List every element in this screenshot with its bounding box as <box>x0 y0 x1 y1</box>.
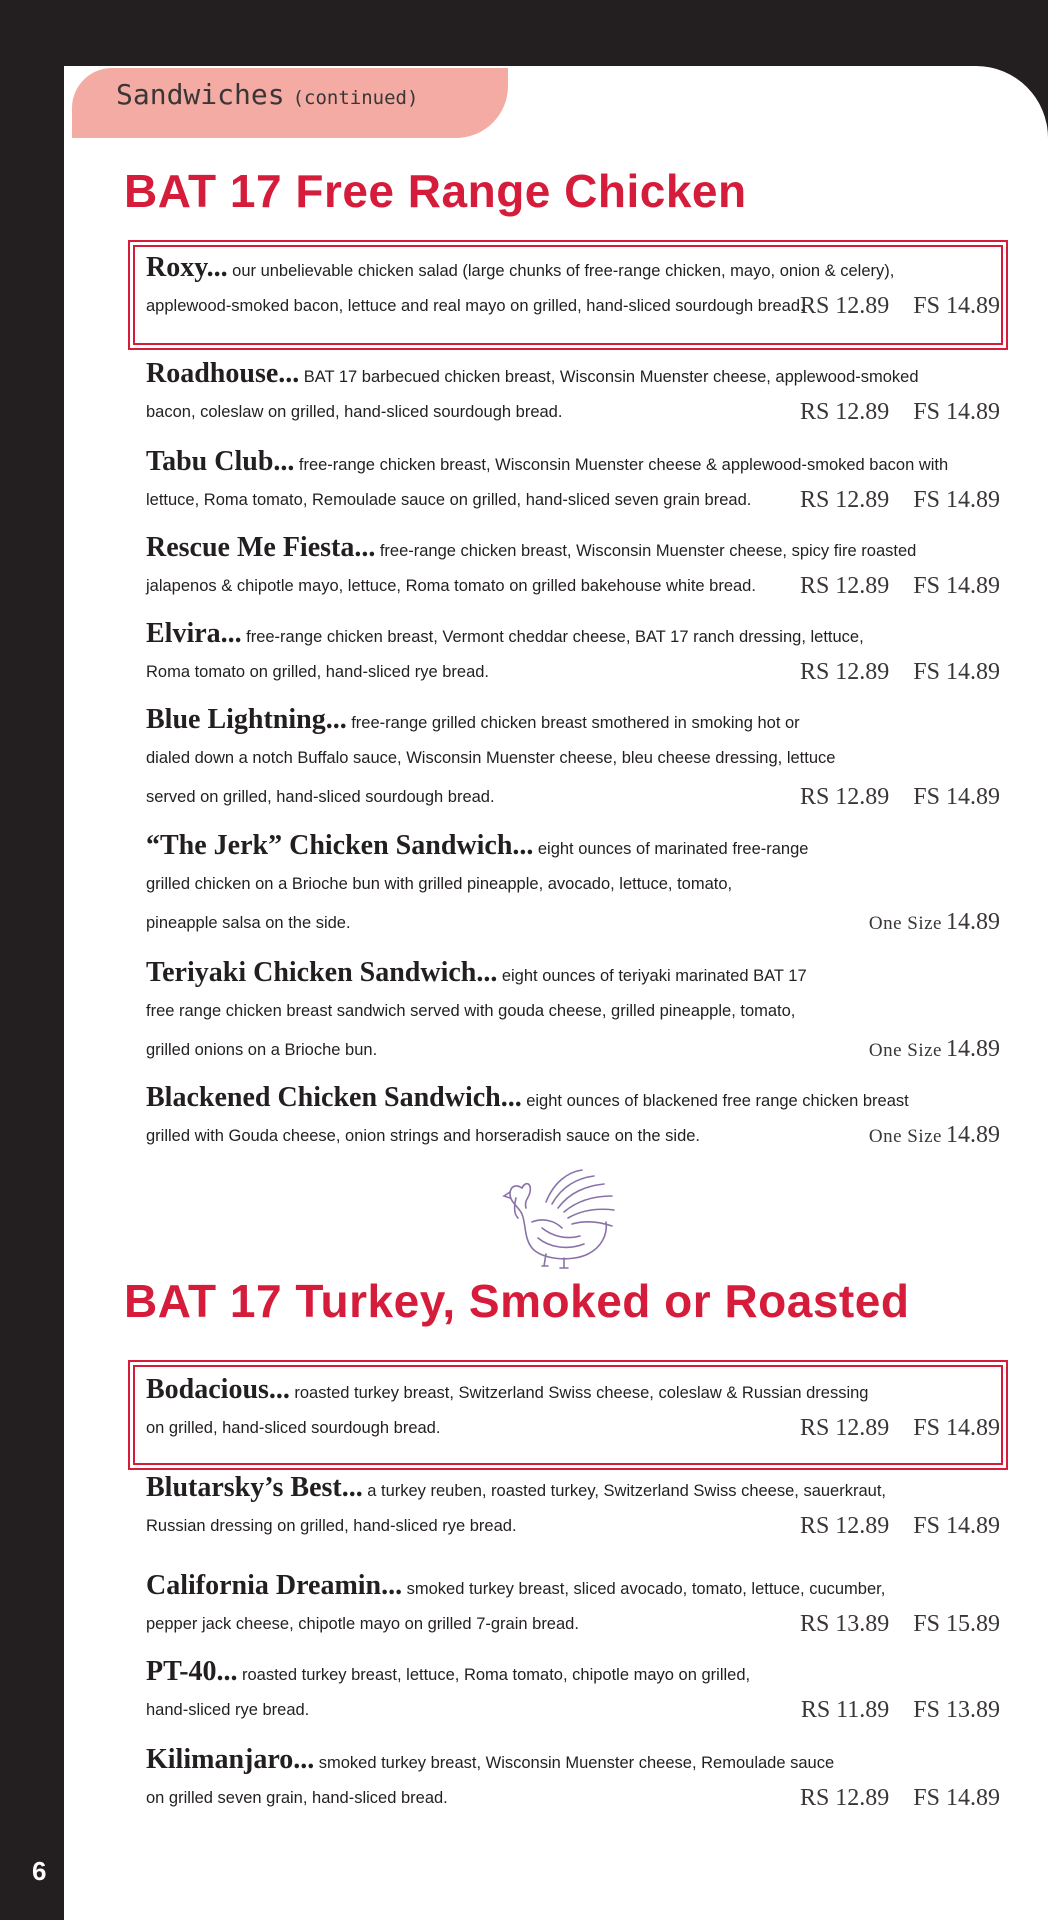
menu-item-description: free-range chicken breast, Wisconsin Muenster cheese & applewood-smoked bacon with <box>298 456 949 474</box>
menu-item-line <box>146 393 1006 432</box>
menu-item-description: free-range chicken breast, Wisconsin Muenster cheese, spicy fire roasted <box>379 542 917 560</box>
menu-item-price <box>800 1409 1000 1448</box>
menu-item-name: Kilimanjaro... <box>146 1744 315 1775</box>
menu-item-line <box>146 904 1006 943</box>
menu-item-description: jalapenos & chipotle mayo, lettuce, Roma tomato on grilled bakehouse white bread. <box>146 577 756 595</box>
full-size-price: FS 14.89 <box>913 1785 1000 1811</box>
menu-item-description: a turkey reuben, roasted turkey, Switzerland Swiss cheese, sauerkraut, <box>367 1482 886 1500</box>
full-size-price: FS 15.89 <box>913 1611 1000 1637</box>
menu-item <box>146 354 1006 432</box>
menu-item-line <box>146 865 1006 904</box>
regular-size-price: RS 11.89 <box>800 1697 890 1723</box>
menu-item-name: Roadhouse... <box>146 358 300 389</box>
menu-item <box>146 614 1006 692</box>
menu-item-name: Blutarsky’s Best... <box>146 1472 363 1503</box>
menu-item-price <box>800 653 1000 692</box>
menu-item-description: smoked turkey breast, Wisconsin Muenster cheese, Remoulade sauce <box>318 1754 835 1772</box>
menu-item-description: Roma tomato on grilled, hand-sliced rye bread. <box>146 663 490 681</box>
regular-size-price: RS 12.89 <box>799 1785 890 1811</box>
full-size-price: FS 14.89 <box>913 487 1000 513</box>
menu-item <box>146 248 1006 326</box>
regular-size-price: RS 12.89 <box>799 573 890 599</box>
menu-item-line <box>146 778 1006 817</box>
one-size-label: One Size <box>868 1126 942 1147</box>
menu-item-price <box>869 1116 1000 1156</box>
menu-item-description: smoked turkey breast, sliced avocado, tomato, lettuce, cucumber, <box>406 1580 886 1598</box>
regular-size-price: RS 12.89 <box>799 293 890 319</box>
menu-item <box>146 1740 1006 1818</box>
menu-item <box>146 1566 1006 1644</box>
menu-item-name: Tabu Club... <box>146 446 295 477</box>
chicken-section-title: BAT 17 Free Range Chicken <box>124 165 747 217</box>
section-tab-title <box>116 78 418 111</box>
menu-item-price <box>800 1507 1000 1546</box>
menu-item-description: lettuce, Roma tomato, Remoulade sauce on grilled, hand-sliced seven grain bread. <box>146 491 752 509</box>
menu-item <box>146 1652 1006 1730</box>
one-size-price: 14.89 <box>946 1122 1000 1148</box>
menu-item-line <box>146 614 1006 653</box>
menu-item-line <box>146 1566 1006 1605</box>
full-size-price: FS 14.89 <box>913 293 1000 319</box>
menu-item-price <box>801 1691 1000 1730</box>
menu-item-price <box>800 1779 1000 1818</box>
menu-item <box>146 1370 1006 1448</box>
menu-item-description: hand-sliced rye bread. <box>146 1701 310 1719</box>
menu-item-name: Rescue Me Fiesta... <box>146 532 376 563</box>
menu-item-description: our unbelievable chicken salad (large chunks of free-range chicken, mayo, onion & celery), <box>232 262 895 280</box>
menu-item-price <box>800 393 1000 432</box>
menu-item-line <box>146 953 1006 992</box>
menu-item-line <box>146 354 1006 393</box>
regular-size-price: RS 12.89 <box>799 784 890 810</box>
one-size-price: 14.89 <box>946 909 1000 935</box>
menu-item-price <box>800 567 1000 606</box>
menu-item-line <box>146 739 1006 778</box>
menu-item-description: grilled with Gouda cheese, onion strings and horseradish sauce on the side. <box>146 1127 701 1145</box>
regular-size-price: RS 12.89 <box>799 399 890 425</box>
menu-item-line <box>146 653 1006 692</box>
regular-size-price: RS 12.89 <box>799 487 890 513</box>
full-size-price: FS 14.89 <box>913 573 1000 599</box>
regular-size-price: RS 12.89 <box>799 1415 890 1441</box>
menu-item-description: BAT 17 barbecued chicken breast, Wisconsin Muenster cheese, applewood-smoked <box>303 368 919 386</box>
menu-item-description: grilled onions on a Brioche bun. <box>146 1041 378 1059</box>
menu-item-name: Roxy... <box>146 252 228 283</box>
menu-item-line <box>146 1409 1006 1448</box>
menu-item-line <box>146 481 1006 520</box>
menu-item <box>146 826 1006 943</box>
menu-item-description: on grilled seven grain, hand-sliced bread. <box>146 1789 448 1807</box>
menu-item-description: roasted turkey breast, Switzerland Swiss cheese, coleslaw & Russian dressing <box>294 1384 869 1402</box>
menu-item-description: grilled chicken on a Brioche bun with grilled pineapple, avocado, lettuce, tomato, <box>146 875 733 893</box>
menu-item-line <box>146 700 1006 739</box>
menu-item <box>146 1468 1006 1546</box>
turkey-section-title: BAT 17 Turkey, Smoked or Roasted <box>124 1275 910 1327</box>
menu-item-description: served on grilled, hand-sliced sourdough bread. <box>146 788 495 806</box>
menu-item-line <box>146 826 1006 865</box>
menu-item <box>146 953 1006 1070</box>
turkey-illustration <box>502 1162 620 1270</box>
one-size-label: One Size <box>868 1040 942 1061</box>
menu-item-description: eight ounces of blackened free range chicken breast <box>526 1092 909 1110</box>
menu-item-line <box>146 1507 1006 1546</box>
menu-item-line <box>146 1078 1006 1117</box>
menu-item-name: Blackened Chicken Sandwich... <box>146 1082 522 1113</box>
page-number: 6 <box>32 1856 47 1886</box>
menu-item-price <box>869 903 1000 943</box>
menu-item-description: pineapple salsa on the side. <box>146 914 351 932</box>
menu-item-description: eight ounces of teriyaki marinated BAT 17 <box>501 967 807 985</box>
menu-item-line <box>146 1691 1006 1730</box>
regular-size-price: RS 12.89 <box>799 659 890 685</box>
full-size-price: FS 13.89 <box>913 1697 1000 1723</box>
one-size-price: 14.89 <box>946 1036 1000 1062</box>
menu-item-price <box>869 1030 1000 1070</box>
menu-item-description: free-range chicken breast, Vermont cheddar cheese, BAT 17 ranch dressing, lettuce, <box>246 628 864 646</box>
full-size-price: FS 14.89 <box>913 784 1000 810</box>
menu-item-name: California Dreamin... <box>146 1570 403 1601</box>
one-size-label: One Size <box>868 913 942 934</box>
full-size-price: FS 14.89 <box>913 1415 1000 1441</box>
regular-size-price: RS 12.89 <box>799 1513 890 1539</box>
menu-item-line <box>146 1031 1006 1070</box>
regular-size-price: RS 13.89 <box>799 1611 890 1637</box>
menu-item-line <box>146 1740 1006 1779</box>
menu-item-line <box>146 1370 1006 1409</box>
menu-item-description: roasted turkey breast, lettuce, Roma tomato, chipotle mayo on grilled, <box>242 1666 751 1684</box>
menu-item-line <box>146 992 1006 1031</box>
menu-item-name: Blue Lightning... <box>146 704 347 735</box>
menu-item-description: pepper jack cheese, chipotle mayo on grilled 7-grain bread. <box>146 1615 579 1633</box>
menu-item-description: bacon, coleslaw on grilled, hand-sliced sourdough bread. <box>146 403 563 421</box>
full-size-price: FS 14.89 <box>913 659 1000 685</box>
menu-item-description: Russian dressing on grilled, hand-sliced rye bread. <box>146 1517 517 1535</box>
section-tab-label: Sandwiches <box>116 78 285 111</box>
section-tab-continued: (continued) <box>292 87 419 109</box>
menu-item <box>146 442 1006 520</box>
menu-item-line <box>146 1652 1006 1691</box>
menu-item <box>146 700 1006 817</box>
menu-item-name: “The Jerk” Chicken Sandwich... <box>146 830 534 861</box>
menu-item-name: PT-40... <box>146 1656 238 1687</box>
menu-item-line <box>146 1117 1006 1156</box>
menu-item-line <box>146 528 1006 567</box>
menu-item-name: Elvira... <box>146 618 242 649</box>
menu-item-description: on grilled, hand-sliced sourdough bread. <box>146 1419 441 1437</box>
menu-item-description: dialed down a notch Buffalo sauce, Wisconsin Muenster cheese, bleu cheese dressing, lettuce <box>146 749 836 767</box>
menu-item-description: applewood-smoked bacon, lettuce and real mayo on grilled, hand-sliced sourdough bread. <box>146 297 805 315</box>
menu-item-price <box>800 778 1000 817</box>
menu-item-description: eight ounces of marinated free-range <box>537 840 809 858</box>
menu-item-name: Bodacious... <box>146 1374 290 1405</box>
menu-item-description: free-range grilled chicken breast smothered in smoking hot or <box>351 714 800 732</box>
menu-item-line <box>146 567 1006 606</box>
menu-item-line <box>146 442 1006 481</box>
menu-item-line <box>146 1605 1006 1644</box>
menu-item <box>146 1078 1006 1156</box>
full-size-price: FS 14.89 <box>913 1513 1000 1539</box>
menu-item-description: free range chicken breast sandwich served with gouda cheese, grilled pineapple, tomato, <box>146 1002 796 1020</box>
menu-item-line <box>146 287 1006 326</box>
menu-item-price <box>800 287 1000 326</box>
menu-item-line <box>146 248 1006 287</box>
menu-item-line <box>146 1779 1006 1818</box>
menu-item-name: Teriyaki Chicken Sandwich... <box>146 957 498 988</box>
menu-item <box>146 528 1006 606</box>
menu-item-line <box>146 1468 1006 1507</box>
menu-item-price <box>800 1605 1000 1644</box>
full-size-price: FS 14.89 <box>913 399 1000 425</box>
menu-item-price <box>800 481 1000 520</box>
